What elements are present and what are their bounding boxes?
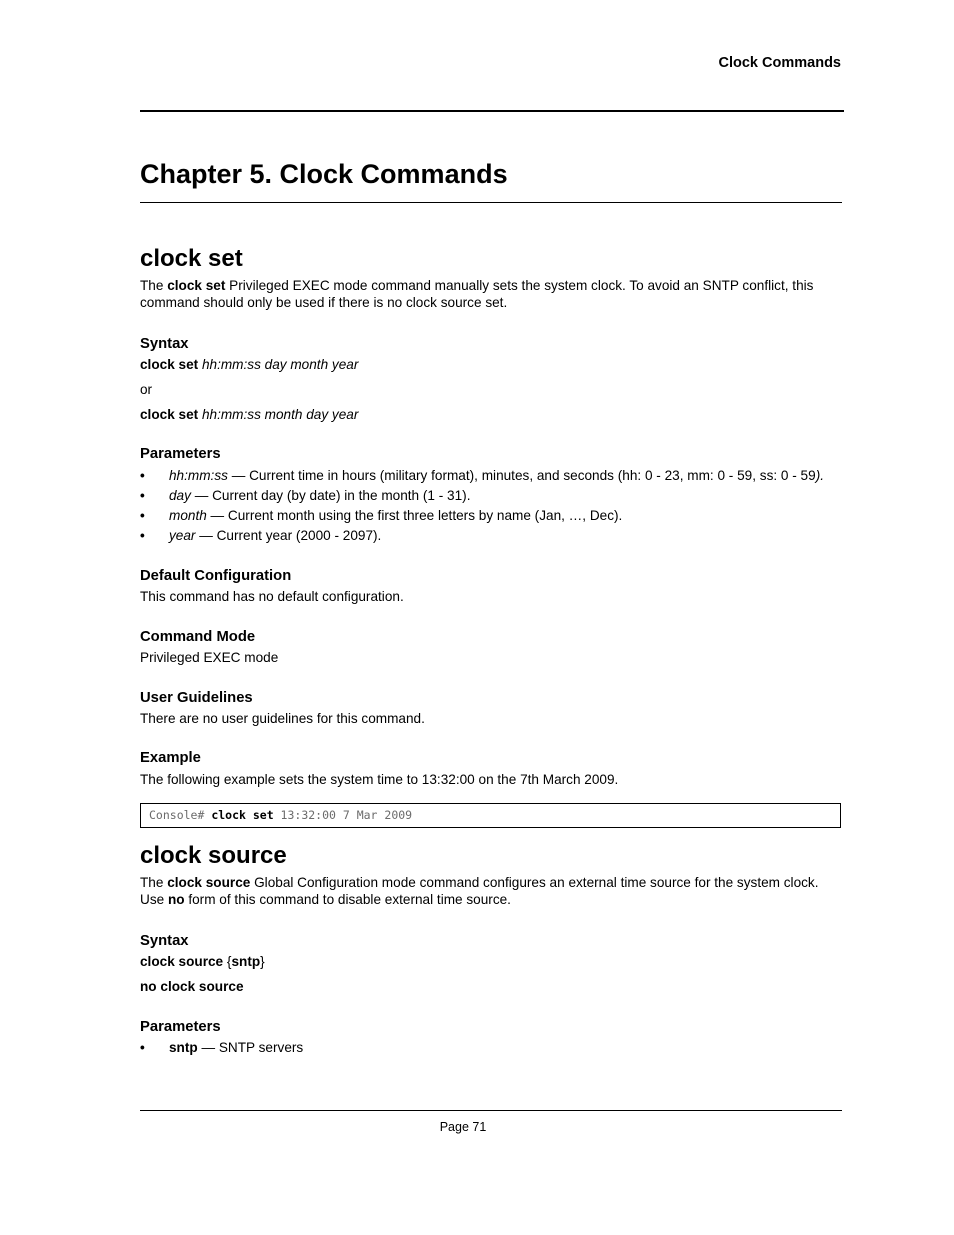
bullet-icon: • (140, 468, 145, 483)
bullet-icon: • (140, 1040, 145, 1055)
intro-text: The (140, 875, 168, 890)
section-title-clock-set: clock set (140, 245, 243, 272)
syntax-brace: } (260, 954, 265, 969)
command-mode-heading: Command Mode (140, 629, 256, 645)
code-prompt: Console# (149, 808, 212, 822)
parameters-heading: Parameters (140, 1019, 221, 1035)
example-heading: Example (140, 750, 201, 766)
bullet-icon: • (140, 528, 145, 543)
param-term: hh:mm:ss (169, 468, 228, 483)
intro-text: The (140, 278, 168, 293)
bullet-icon: • (140, 488, 145, 503)
list-item (140, 507, 850, 527)
user-guidelines-text: There are no user guidelines for this command. (140, 711, 425, 726)
param-desc-tail: ). (815, 468, 824, 483)
section-intro-clock-source (140, 874, 845, 908)
syntax-command: clock source (140, 954, 224, 969)
section-intro-clock-set (140, 277, 845, 311)
param-term: month (169, 508, 207, 523)
syntax-command: clock set (140, 357, 199, 372)
syntax-args: hh:mm:ss month day year (198, 407, 359, 422)
intro-text: Privileged EXEC mode command manually sets the system clock. To avoid an SNTP conflict, this command should only be used if there is no clock source set. (140, 278, 814, 310)
intro-no-keyword: no (167, 892, 185, 907)
bullet-icon: • (140, 508, 145, 523)
syntax-line (140, 953, 265, 970)
intro-text: Global Configuration mode command configures an external time source for the system clock. Use (140, 875, 819, 907)
syntax-line (140, 356, 358, 373)
param-desc: — Current time in hours (military format), minutes, and seconds (hh: 0 - 23, mm: 0 - 59, ss: 0 - 59 (227, 468, 816, 483)
syntax-heading: Syntax (140, 933, 189, 949)
code-command: clock set (211, 808, 274, 822)
list-item (140, 1039, 850, 1059)
parameters-list (140, 1039, 850, 1059)
syntax-line (140, 978, 244, 995)
footer-rule (140, 1110, 842, 1111)
chapter-rule (140, 202, 842, 203)
syntax-command: clock set (140, 407, 199, 422)
example-text: The following example sets the system time to 13:32:00 on the 7th March 2009. (140, 772, 619, 787)
user-guidelines-heading: User Guidelines (140, 690, 253, 706)
parameters-list (140, 467, 850, 547)
param-desc: — Current year (2000 - 2097). (195, 528, 382, 543)
chapter-title: Chapter 5. Clock Commands (140, 159, 508, 189)
param-term: year (169, 528, 196, 543)
syntax-or: or (140, 382, 153, 397)
default-config-heading: Default Configuration (140, 568, 292, 584)
code-example-box (140, 803, 841, 828)
param-desc: — Current month using the first three letters by name (Jan, …, Dec). (206, 508, 623, 523)
syntax-brace: { (223, 954, 232, 969)
syntax-arg: sntp (231, 954, 261, 969)
list-item (140, 467, 850, 487)
syntax-line (140, 406, 358, 423)
intro-command: clock set (167, 278, 226, 293)
intro-text: form of this command to disable external time source. (184, 892, 511, 907)
syntax-heading: Syntax (140, 336, 189, 352)
param-term: sntp (169, 1040, 198, 1055)
parameters-heading: Parameters (140, 446, 221, 462)
param-term: day (169, 488, 191, 503)
page-number: Page 71 (439, 1120, 487, 1134)
list-item (140, 527, 850, 547)
default-config-text: This command has no default configuration. (140, 589, 404, 604)
command-mode-text: Privileged EXEC mode (140, 650, 279, 665)
intro-command: clock source (167, 875, 251, 890)
running-header: Clock Commands (718, 55, 841, 71)
syntax-args: hh:mm:ss day month year (198, 357, 359, 372)
syntax-command: no clock source (140, 979, 244, 994)
code-args: 13:32:00 7 Mar 2009 (273, 808, 413, 822)
header-rule (140, 110, 844, 112)
param-desc: — Current day (by date) in the month (1 - 31). (190, 488, 471, 503)
list-item (140, 487, 850, 507)
section-title-clock-source: clock source (140, 842, 287, 869)
param-desc: — SNTP servers (197, 1040, 304, 1055)
